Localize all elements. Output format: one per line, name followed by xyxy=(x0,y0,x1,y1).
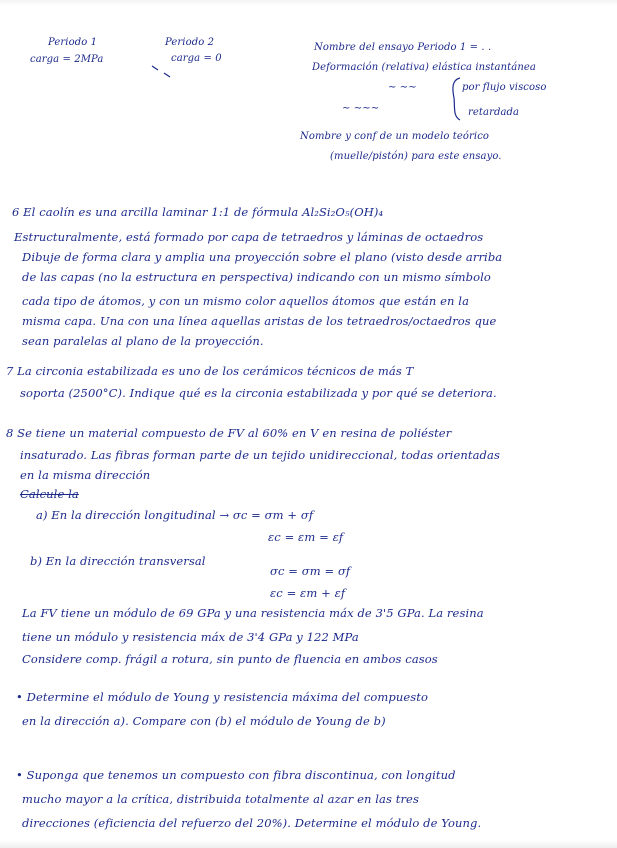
q8-brittle-note: Considere comp. frágil a rotura, sin punto de fluencia en ambos casos xyxy=(22,652,438,666)
dash-mark xyxy=(150,64,180,80)
model-type-line: (muelle/pistón) para este ensayo. xyxy=(330,151,502,162)
q6-line-3: Dibuje de forma clara y amplia una proyección sobre el plano (visto desde arriba xyxy=(22,250,503,264)
q8-part-b-strain: εc = εm + εf xyxy=(270,586,346,600)
q6-line-4: de las capas (no la estructura en perspectiva) indicando con un mismo símbolo xyxy=(22,270,491,284)
period-1-label: Periodo 1 xyxy=(48,37,98,48)
period-1-load: carga = 2MPa xyxy=(30,54,104,65)
q8-fiber-props: La FV tiene un módulo de 69 GPa y una resistencia máx de 3'5 GPa. La resina xyxy=(22,606,484,620)
q8-part-a-strain: εc = εm = εf xyxy=(268,530,344,544)
q8-task-1-line-1: • Determine el módulo de Young y resistencia máxima del compuesto xyxy=(16,690,429,704)
q8-line-2: insaturado. Las fibras forman parte de un tejido unidireccional, todas orientadas xyxy=(20,448,500,462)
q6-line-6: misma capa. Una con una línea aquellas aristas de los tetraedros/octaedros que xyxy=(22,314,497,328)
q6-line-7: sean paralelas al plano de la proyección. xyxy=(22,334,264,348)
q8-line-3: en la misma dirección xyxy=(20,468,151,482)
q8-task-1-line-2: en la dirección a). Compare con (b) el módulo de Young de b) xyxy=(22,714,386,728)
q6-line-1: 6 El caolín es una arcilla laminar 1:1 de fórmula Al₂Si₂O₅(OH)₄ xyxy=(12,205,384,219)
q8-line-1: 8 Se tiene un material compuesto de FV al 60% en V en resina de poliéster xyxy=(6,426,452,440)
q8-task-2-line-1: • Suponga que tenemos un compuesto con fibra discontinua, con longitud xyxy=(16,768,456,782)
q8-resin-props: tiene un módulo y resistencia máx de 3'4 GPa y 122 MPa xyxy=(22,630,359,644)
delayed-line: retardada xyxy=(468,107,520,118)
brace-mark xyxy=(448,76,462,122)
model-name-line: Nombre y conf de un modelo teórico xyxy=(300,131,490,142)
q7-line-1: 7 La circonia estabilizada es uno de los cerámicos técnicos de más T xyxy=(6,364,414,378)
q6-line-2: Estructuralmente, está formado por capa de tetraedros y láminas de octaedros xyxy=(14,230,484,244)
period-2-load: carga = 0 xyxy=(171,53,222,64)
q8-struck-text: Calcule la xyxy=(20,487,79,501)
q8-part-b: b) En la dirección transversal xyxy=(30,554,206,568)
q6-line-5: cada tipo de átomos, y con un mismo color aquellos átomos que están en la xyxy=(22,294,470,308)
q8-task-2-line-3: direcciones (eficiencia del refuerzo del 20%). Determine el módulo de Young. xyxy=(22,816,482,830)
period-2-label: Periodo 2 xyxy=(165,37,215,48)
q8-part-b-stress: σc = σm = σf xyxy=(270,564,351,578)
tilde-line-2: ∼ ∼∼∼ xyxy=(342,103,380,114)
tilde-line-1: ∼ ∼∼ xyxy=(388,82,417,93)
viscous-flow-line: por flujo viscoso xyxy=(462,82,547,93)
q8-task-2-line-2: mucho mayor a la crítica, distribuida totalmente al azar en las tres xyxy=(22,792,419,806)
elastic-deformation-line: Deformación (relativa) elástica instantánea xyxy=(312,62,536,73)
q8-part-a: a) En la dirección longitudinal → σc = σm + σf xyxy=(36,508,314,522)
test-name-line: Nombre del ensayo Periodo 1 = . . xyxy=(314,42,492,53)
q7-line-2: soporta (2500°C). Indique qué es la circonia estabilizada y por qué se deteriora. xyxy=(20,386,497,400)
